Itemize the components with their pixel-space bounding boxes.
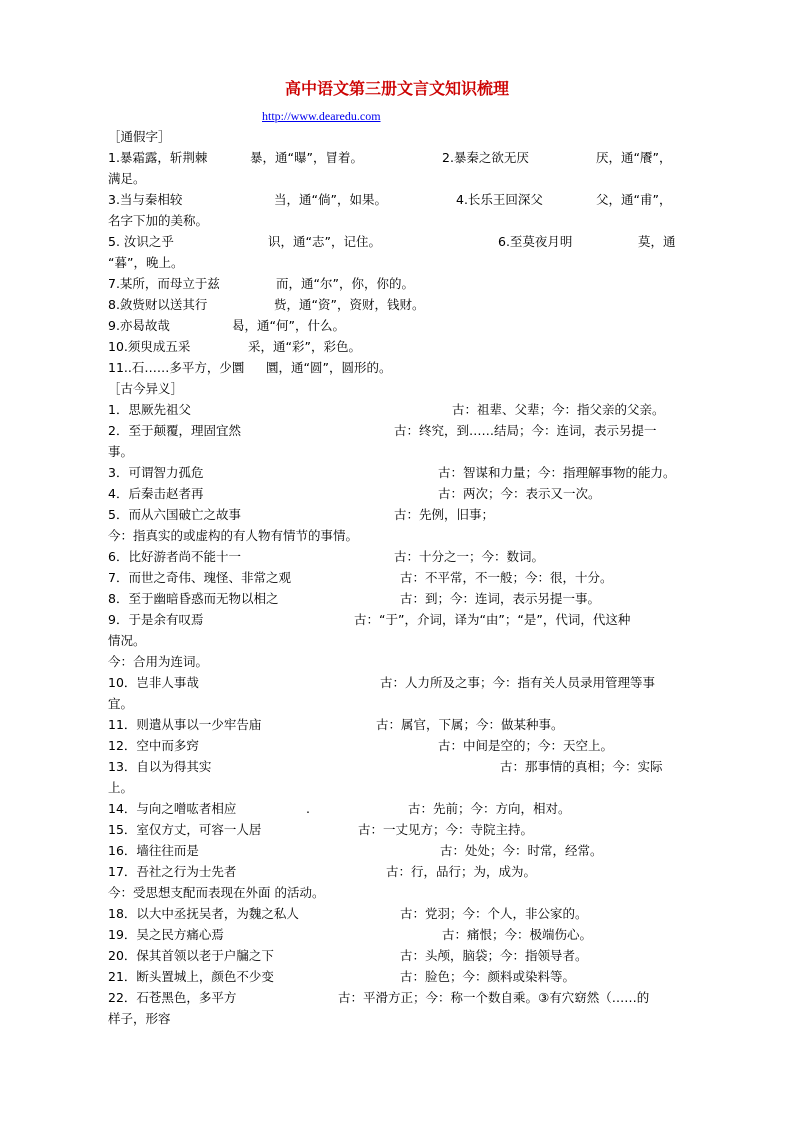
text-line	[108, 294, 692, 315]
line-text: 事。	[108, 444, 134, 459]
text-line	[108, 945, 692, 966]
line-text: 12．空中而多窍	[108, 738, 199, 753]
line-annotation: 古：头颅，脑袋；今：指领导者。	[400, 948, 588, 963]
line-annotation: 识，通“志”，记住。	[268, 234, 381, 249]
text-line	[108, 441, 692, 462]
line-text: 10．岂非人事哉	[108, 675, 199, 690]
text-line	[108, 693, 692, 714]
line-annotation: 古：先例，旧事；	[394, 507, 495, 522]
line-text: 18．以大中丞抚吴者，为魏之私人	[108, 906, 299, 921]
line-text: 11..石……多平方，少圜	[108, 360, 245, 375]
text-line	[108, 630, 692, 651]
line-annotation: 古：人力所及之事；今：指有关人员录用管理等事	[380, 675, 656, 690]
text-line	[108, 525, 692, 546]
line-annotation: 暴，通“曝”，冒着。	[250, 150, 363, 165]
line-annotation: 圜，通“圆”，圆形的。	[266, 360, 392, 375]
line-text: 今：合用为连词。	[108, 654, 209, 669]
line-text: 17．吾社之行为士先者	[108, 864, 237, 879]
text-line	[108, 483, 692, 504]
line-text: 1.暴霜露，斩荆棘	[108, 150, 208, 165]
text-line	[108, 987, 692, 1008]
line-annotation: 采，通“彩”，彩色。	[248, 339, 361, 354]
line-text: 8.敛赀财以送其行	[108, 297, 208, 312]
text-line	[108, 252, 692, 273]
line-text: “暮”，晚上。	[108, 255, 184, 270]
line-text: 22．石苍黑色，多平方	[108, 990, 237, 1005]
text-line	[108, 924, 692, 945]
line-annotation: 2.暴秦之欲无厌	[442, 150, 529, 165]
line-annotation: 古：那事情的真相；今：实际	[500, 759, 663, 774]
line-text: 今：指真实的或虚构的有人物有情节的事情。	[108, 528, 359, 543]
line-text: 9.亦曷故哉	[108, 318, 170, 333]
text-line	[108, 210, 692, 231]
line-text: 20．保其首领以老于户牖之下	[108, 948, 274, 963]
line-annotation: 4.长乐王回深父	[456, 192, 543, 207]
line-text: 10.须臾成五采	[108, 339, 191, 354]
text-line	[108, 609, 692, 630]
text-line	[108, 462, 692, 483]
line-text: 7．而世之奇伟、瑰怪、非常之观	[108, 570, 291, 585]
text-line	[108, 378, 692, 399]
text-line	[108, 147, 692, 168]
line-annotation: 古：先前；今：方向，相对。	[408, 801, 571, 816]
line-text: 21．断头置城上，颜色不少变	[108, 969, 274, 984]
text-line	[108, 1008, 692, 1029]
text-line	[108, 357, 692, 378]
line-text: ［古今异义］	[108, 381, 184, 396]
text-line	[108, 546, 692, 567]
line-annotation: 古：不平常，不一般；今：很，十分。	[400, 570, 613, 585]
text-line	[108, 798, 692, 819]
text-line	[108, 189, 692, 210]
line-text: 1．思厥先祖父	[108, 402, 191, 417]
text-line	[108, 966, 692, 987]
line-annotation: 古：平滑方正；今：称一个数自乘。③有穴窈然（……的	[338, 990, 650, 1005]
document-body	[108, 126, 692, 1029]
line-annotation: 父，通“甫”，	[596, 192, 672, 207]
text-line	[108, 504, 692, 525]
line-text: 5. 汝识之乎	[108, 234, 174, 249]
source-link[interactable]: http://www.dearedu.com	[262, 109, 381, 123]
line-text: 2．至于颠覆，理固宜然	[108, 423, 241, 438]
text-line	[108, 399, 692, 420]
text-line	[108, 273, 692, 294]
line-annotation: 古：十分之一；今：数词。	[394, 549, 545, 564]
text-line	[108, 315, 692, 336]
line-text: 宜。	[108, 696, 134, 711]
line-text: 3.当与秦相较	[108, 192, 183, 207]
text-line	[108, 420, 692, 441]
line-text: 19．吴之民方痛心焉	[108, 927, 224, 942]
line-text: 8．至于幽暗昏惑而无物以相之	[108, 591, 279, 606]
text-line	[108, 714, 692, 735]
text-line	[108, 777, 692, 798]
line-text: 7.某所，而母立于兹	[108, 276, 220, 291]
line-annotation: 古：到；今：连词，表示另提一事。	[400, 591, 601, 606]
line-annotation: 古：属官，下属；今：做某种事。	[376, 717, 564, 732]
text-line	[108, 819, 692, 840]
line-annotation: 而，通“尔”，你，你的。	[276, 276, 414, 291]
line-annotation: 古：中间是空的；今：天空上。	[438, 738, 614, 753]
line-annotation: 古：处处；今：时常，经常。	[440, 843, 603, 858]
text-line	[108, 336, 692, 357]
line-text: 上。	[108, 780, 134, 795]
line-annotation: 赀，通“资”，资财，钱财。	[274, 297, 425, 312]
line-text: 3．可谓智力孤危	[108, 465, 204, 480]
text-line	[108, 588, 692, 609]
line-annotation: 莫，通	[638, 234, 676, 249]
text-line	[108, 168, 692, 189]
line-annotation: 古：党羽；今：个人，非公家的。	[400, 906, 588, 921]
text-line	[108, 903, 692, 924]
line-annotation: 古：终究，到……结局；今：连词，表示另提一	[394, 423, 657, 438]
line-text: 名字下加的美称。	[108, 213, 209, 228]
line-annotation: .	[306, 801, 310, 816]
line-text: 满足。	[108, 171, 146, 186]
line-text: 14．与向之噌吰者相应	[108, 801, 237, 816]
line-annotation: 厌，通“餍”，	[596, 150, 672, 165]
text-line	[108, 735, 692, 756]
text-line	[108, 756, 692, 777]
line-text: ［通假字］	[108, 129, 171, 144]
text-line	[108, 567, 692, 588]
text-line	[108, 231, 692, 252]
text-line	[108, 126, 692, 147]
text-line	[108, 672, 692, 693]
line-annotation: 曷，通“何”，什么。	[232, 318, 345, 333]
line-annotation: 古：痛恨；今：极端伤心。	[442, 927, 593, 942]
text-line	[108, 651, 692, 672]
line-text: 今：受思想支配而表现在外面 的活动。	[108, 885, 325, 900]
line-annotation: 当，通“倘”，如果。	[274, 192, 387, 207]
line-annotation: 古：脸色；今：颜料或染料等。	[400, 969, 576, 984]
line-annotation: 古：行，品行；为，成为。	[386, 864, 537, 879]
line-text: 16．墙往往而是	[108, 843, 199, 858]
line-text: 13．自以为得其实	[108, 759, 212, 774]
line-text: 样子，形容	[108, 1011, 171, 1026]
line-text: 9．于是余有叹焉	[108, 612, 204, 627]
line-annotation: 6.至莫夜月明	[498, 234, 573, 249]
line-annotation: 古：两次；今：表示又一次。	[438, 486, 601, 501]
line-annotation: 古：“于”，介词，译为“由”；“是”，代词，代这种	[354, 612, 631, 627]
document-title: 高中语文第三册文言文知识梳理	[284, 79, 509, 98]
line-text: 4．后秦击赵者再	[108, 486, 204, 501]
line-text: 6．比好游者尚不能十一	[108, 549, 241, 564]
text-line	[108, 861, 692, 882]
line-annotation: 古：祖辈、父辈；今：指父亲的父亲。	[452, 402, 665, 417]
line-annotation: 古：一丈见方；今：寺院主持。	[358, 822, 534, 837]
line-text: 情况。	[108, 633, 146, 648]
line-text: 15．室仅方丈，可容一人居	[108, 822, 262, 837]
line-text: 5．而从六国破亡之故事	[108, 507, 241, 522]
text-line	[108, 882, 692, 903]
text-line	[108, 840, 692, 861]
line-annotation: 古：智谋和力量；今：指理解事物的能力。	[438, 465, 676, 480]
line-text: 11．则遣从事以一少牢告庙	[108, 717, 262, 732]
